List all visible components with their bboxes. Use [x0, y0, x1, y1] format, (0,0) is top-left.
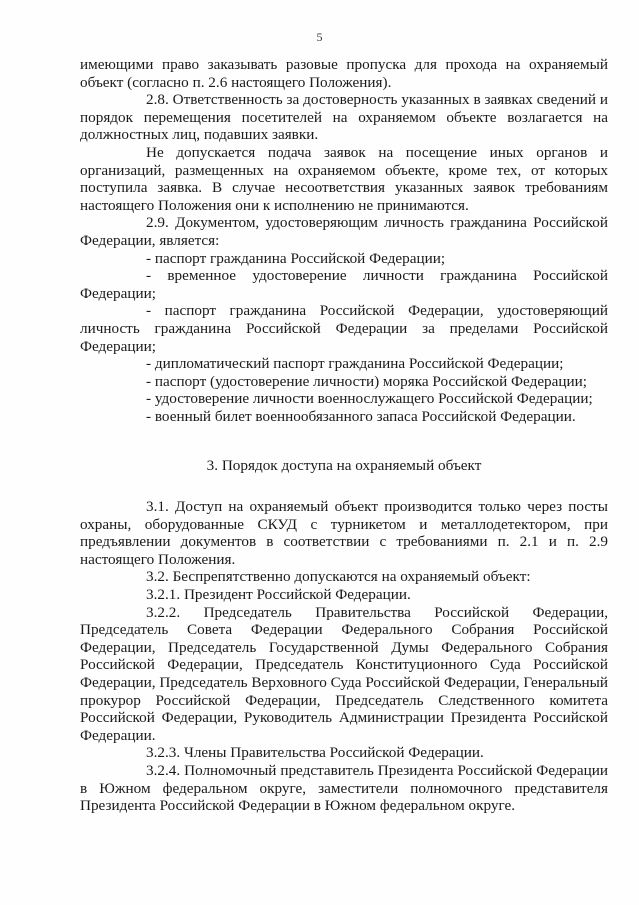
list-item: - военный билет военнообязанного запаса Российской Федерации.	[146, 407, 576, 425]
paragraph: 2.9. Документом, удостоверяющим личность гражданина Российской Федерации, является:	[80, 214, 608, 249]
paragraph: 3.2. Беспрепятственно допускаются на охраняемый объект:	[146, 568, 531, 586]
paragraph: 3.1. Доступ на охраняемый объект производится только через посты охраны, оборудованные СКУД с турникетом и металлодетектором, при предъявлении документов в соответствии с требованиями п. 2.1 и п. 2.9 настоящего Положения.	[80, 498, 608, 568]
paragraph: Не допускается подача заявок на посещение иных органов и организаций, размещенных на охраняемом объекте, кроме тех, от которых поступила заявка. В случае несоответствия указанных заявок требованиям настоящего Положения они к исполнению не принимаются.	[80, 143, 608, 214]
list-item: - паспорт гражданина Российской Федерации, удостоверяющий личность гражданина Российской Федерации за пределами Российской Федерации;	[80, 302, 608, 355]
paragraph: 3.2.4. Полномочный представитель Президента Российской Федерации в Южном федеральном округе, заместители полномочного представителя Президента Российской Федерации в Южном федеральном округе.	[80, 761, 608, 815]
list-item: - дипломатический паспорт гражданина Российской Федерации;	[146, 355, 564, 373]
paragraph: 2.8. Ответственность за достоверность указанных в заявках сведений и порядок перемещения посетителей на охраняемом объекте возлагается на должностных лиц, подавших заявки.	[80, 91, 608, 144]
list-item: - паспорт (удостоверение личности) моряка Российской Федерации;	[146, 372, 587, 390]
list-item: - паспорт гражданина Российской Федерации;	[146, 249, 446, 267]
list-item: - удостоверение личности военнослужащего Российской Федерации;	[146, 390, 593, 408]
document-body	[80, 56, 608, 815]
page-number: 5	[316, 30, 323, 44]
paragraph: имеющими право заказывать разовые пропуска для прохода на охраняемый объект (согласно п. 2.6 настоящего Положения).	[80, 56, 608, 91]
list-item: - временное удостоверение личности гражданина Российской Федерации;	[80, 267, 608, 302]
section-heading: 3. Порядок доступа на охраняемый объект	[206, 457, 482, 475]
paragraph: 3.2.1. Президент Российской Федерации.	[146, 586, 411, 604]
paragraph: 3.2.2. Председатель Правительства Российской Федерации, Председатель Совета Федерации Федерального Собрания Российской Федерации, Председатель Государственной Думы Федерального Собрания Российской Федерации, Председатель Конституционного Суда Российской Федерации, Председатель Верховного Суда Российской Федерации, Генеральный прокурор Российской Федерации, Председатель Следственного комитета Российской Федерации, Руководитель Администрации Президента Российской Федерации.	[80, 603, 608, 744]
paragraph: 3.2.3. Члены Правительства Российской Федерации.	[146, 744, 484, 762]
